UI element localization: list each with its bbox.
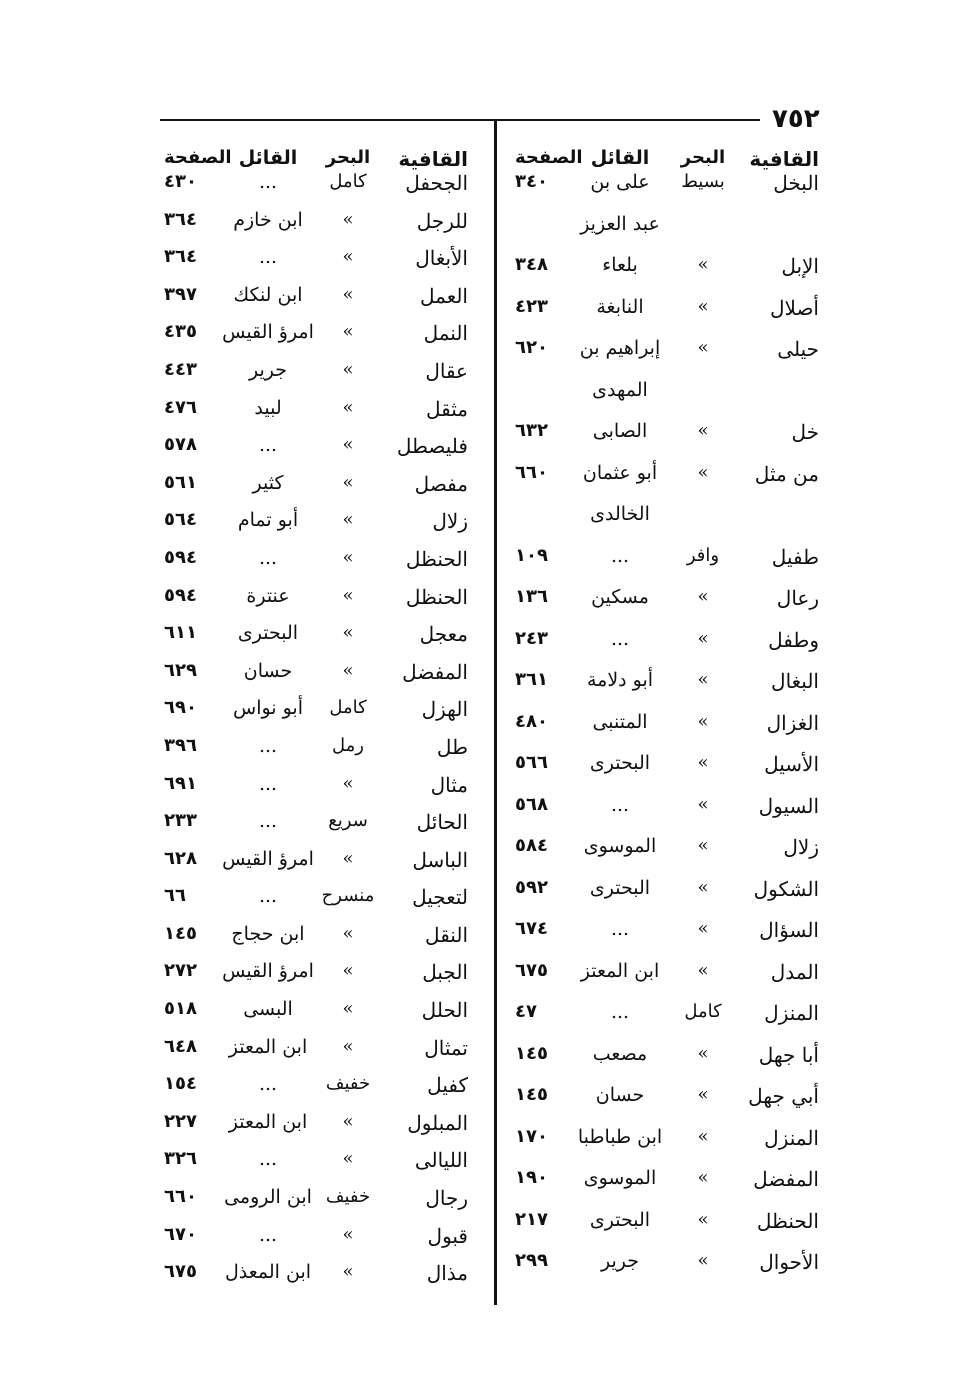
bahr-cell: » xyxy=(342,246,354,268)
qafiya-cell: الأحوال xyxy=(759,1250,819,1274)
table-row xyxy=(160,1261,478,1299)
qafiya-cell: زلال xyxy=(783,835,819,859)
page-cell: ١٣٦ xyxy=(515,586,548,607)
qafiya-cell: الحلل xyxy=(421,998,468,1023)
qafiya-cell: الحنظل xyxy=(405,584,468,609)
qafiya-cell: أصلال xyxy=(769,295,819,320)
page-cell: ٥٦٨ xyxy=(515,793,548,815)
table-row xyxy=(505,669,825,711)
table-row xyxy=(505,1250,825,1292)
table-row xyxy=(160,1073,478,1111)
qail-cell: حسان xyxy=(595,1084,645,1106)
bahr-cell: خفيف xyxy=(325,1186,371,1208)
page-cell: ٢١٧ xyxy=(515,1208,548,1230)
header-bahr: البحر xyxy=(325,147,371,168)
qafiya-cell: وطفل xyxy=(768,627,819,652)
qail-cell: ... xyxy=(258,1148,278,1171)
header-safha: الصفحة xyxy=(164,147,232,168)
page-cell: ٥٦٤ xyxy=(164,509,197,531)
table-row xyxy=(160,171,478,209)
bahr-cell: » xyxy=(342,1223,354,1245)
header-qail: القائل xyxy=(238,147,298,169)
page-cell: ١٤٥ xyxy=(515,1042,548,1064)
qail-cell: ... xyxy=(258,171,278,193)
table-row xyxy=(505,628,825,670)
table-row xyxy=(505,1043,825,1085)
qafiya-cell: البغال xyxy=(771,669,819,693)
bahr-cell: منسرح xyxy=(321,885,375,907)
left-column xyxy=(160,145,478,1305)
table-row xyxy=(160,547,478,585)
table-row xyxy=(160,1111,478,1149)
qail-cell: الموسوى xyxy=(583,835,657,857)
table-row xyxy=(160,885,478,923)
qafiya-cell: كفيل xyxy=(427,1073,468,1098)
page-number: ٧٥٢ xyxy=(772,104,820,134)
table-row xyxy=(505,835,825,877)
qail-cell: ابن طباطبا xyxy=(577,1125,663,1148)
bahr-cell: » xyxy=(342,471,354,493)
table-row xyxy=(160,397,478,435)
qafiya-cell: المنزل xyxy=(764,1001,819,1025)
bahr-cell: » xyxy=(697,835,709,856)
qail-cell: امرؤ القيس xyxy=(222,847,314,870)
page-cell: ٥٩٤ xyxy=(164,546,197,568)
qafiya-cell: المبلول xyxy=(407,1110,468,1135)
table-row xyxy=(160,773,478,811)
bahr-cell: » xyxy=(342,922,354,944)
qail-cell: على بن xyxy=(590,171,650,193)
qail-cell: ... xyxy=(258,885,278,908)
bahr-cell: كامل xyxy=(329,697,367,719)
page-cell: ٣٦٤ xyxy=(164,208,197,230)
bahr-cell: » xyxy=(697,876,709,898)
qail-cell: البحترى xyxy=(589,752,651,774)
page-cell: ٦٣٢ xyxy=(515,420,548,441)
table-row xyxy=(160,735,478,773)
qail-cell: ابن حجاج xyxy=(231,922,305,945)
qafiya-cell: زلال xyxy=(432,509,468,534)
bahr-cell: » xyxy=(697,337,709,358)
qafiya-cell: المدل xyxy=(770,959,819,984)
qail-cell: ابن المعتز xyxy=(228,1110,308,1133)
qail-cell: أبو عثمان xyxy=(582,461,658,484)
bahr-cell: » xyxy=(697,461,709,483)
page-cell: ٢٩٩ xyxy=(515,1250,548,1271)
qafiya-cell: الجبل xyxy=(422,960,468,985)
table-row xyxy=(160,585,478,623)
table-row xyxy=(505,918,825,960)
bahr-cell: » xyxy=(342,546,354,568)
table-row xyxy=(160,1036,478,1074)
page-cell: ٥٦١ xyxy=(164,471,197,493)
page-cell: ٢٧٢ xyxy=(164,960,197,982)
qafiya-cell: الليالى xyxy=(414,1148,468,1173)
page-cell: ٦٦٠ xyxy=(515,461,548,483)
qail-cell: ... xyxy=(610,918,630,940)
qail-cell: ... xyxy=(258,434,278,457)
qafiya-cell: مذال xyxy=(426,1261,468,1286)
page-cell: ٤٣٥ xyxy=(164,321,197,343)
bahr-cell: » xyxy=(697,1167,709,1188)
page-cell: ٣٩٦ xyxy=(164,734,197,756)
bahr-cell: » xyxy=(342,998,354,1020)
qafiya-cell: الباسل xyxy=(412,847,468,872)
page-cell: ٢٣٣ xyxy=(164,810,197,832)
page-cell: ٦٧٥ xyxy=(515,959,548,981)
table-row xyxy=(505,545,825,587)
qafiya-cell: الشكول xyxy=(753,876,819,901)
table-row xyxy=(160,1186,478,1224)
qafiya-cell: الجحفل xyxy=(405,171,468,195)
page-cell: ٤٣٠ xyxy=(164,171,197,192)
qafiya-cell: رجال xyxy=(425,1186,468,1211)
qafiya-cell: الحنظل xyxy=(405,546,468,571)
bahr-cell: كامل xyxy=(684,1001,722,1022)
page-cell: ٤٢٣ xyxy=(515,295,548,317)
page-cell: ١٥٤ xyxy=(164,1073,197,1095)
page-cell: ٣٦١ xyxy=(515,669,548,690)
qafiya-cell: من مثل xyxy=(754,461,819,486)
bahr-cell: » xyxy=(342,960,354,982)
qafiya-cell: الهزل xyxy=(421,697,468,722)
bahr-cell: بسيط xyxy=(681,171,725,192)
column-header xyxy=(160,145,478,171)
qafiya-cell: النقل xyxy=(425,922,468,947)
bahr-cell: » xyxy=(697,918,709,939)
bahr-cell: » xyxy=(697,1125,709,1147)
bahr-cell: » xyxy=(697,1084,709,1105)
qail-cell: ابن المعتز xyxy=(228,1035,308,1058)
qail-cell: ... xyxy=(258,1223,278,1246)
entries-list xyxy=(160,171,478,1299)
qafiya-cell: معجل xyxy=(419,622,468,647)
qafiya-cell: قبول xyxy=(427,1223,468,1248)
qail-cell: ... xyxy=(258,246,278,269)
qafiya-cell: البخل xyxy=(773,171,819,195)
table-row xyxy=(505,960,825,1002)
table-row xyxy=(160,923,478,961)
bahr-cell: » xyxy=(342,772,354,794)
bahr-cell: » xyxy=(342,509,354,531)
qail-cell: البسى xyxy=(243,998,293,1021)
bahr-cell: » xyxy=(342,1035,354,1057)
qafiya-cell: عقال xyxy=(425,358,468,383)
page-cell: ٤٤٣ xyxy=(164,358,197,380)
qail-cell: امرؤ القيس xyxy=(222,960,314,983)
table-row xyxy=(160,697,478,735)
qail-cell: لبيد xyxy=(254,396,282,419)
qafiya-cell: خل xyxy=(791,420,819,444)
qafiya-cell: الأبغال xyxy=(415,246,468,271)
qail-cell: كثير xyxy=(252,471,284,494)
qail-cell: امرؤ القيس xyxy=(222,321,314,344)
qafiya-cell: مثقل xyxy=(425,396,468,421)
qail-cell: ابن خازم xyxy=(233,208,303,231)
header-safha: الصفحة xyxy=(515,147,583,168)
qail-cell: مصعب xyxy=(592,1042,648,1065)
page-cell: ٥٧٨ xyxy=(164,434,197,456)
table-row xyxy=(160,246,478,284)
bahr-cell: » xyxy=(342,1110,354,1132)
page-cell: ١٩٠ xyxy=(515,1167,548,1188)
top-rule xyxy=(160,119,760,121)
table-row xyxy=(160,1224,478,1262)
qail-cell: عبد العزيز xyxy=(580,212,660,235)
page-cell: ٦١١ xyxy=(164,622,197,644)
qail-cell: أبو نواس xyxy=(233,697,303,720)
qafiya-cell: تمثال xyxy=(424,1035,468,1060)
table-row xyxy=(505,1167,825,1209)
qail-cell: ... xyxy=(610,627,630,650)
page-cell: ١٧٠ xyxy=(515,1125,548,1147)
qafiya-cell: الأسيل xyxy=(764,752,819,776)
right-column xyxy=(505,145,825,1305)
page-cell: ٢٢٧ xyxy=(164,1110,197,1132)
qail-cell: ابن لنكك xyxy=(233,283,303,306)
page-cell: ١٤٥ xyxy=(515,1084,548,1105)
table-row xyxy=(160,209,478,247)
qail-cell: البحترى xyxy=(589,1208,651,1231)
page-cell: ٢٤٣ xyxy=(515,627,548,649)
header-qafiya: القافية xyxy=(749,147,819,171)
qafiya-cell: النمل xyxy=(423,321,468,346)
qail-cell: جرير xyxy=(249,358,287,381)
qafiya-cell: رعال xyxy=(776,586,819,610)
table-row xyxy=(160,321,478,359)
qafiya-cell: مثال xyxy=(430,772,468,797)
qafiya-cell: الحنظل xyxy=(756,1208,819,1233)
page-cell: ١٠٩ xyxy=(515,544,548,566)
table-row xyxy=(160,848,478,886)
page-cell: ٦٧٤ xyxy=(515,918,548,939)
bahr-cell: » xyxy=(697,627,709,649)
qail-cell: الصابى xyxy=(592,420,648,442)
qail-cell: جرير xyxy=(601,1250,639,1272)
qafiya-cell: الغزال xyxy=(766,710,819,735)
header-qafiya: القافية xyxy=(398,147,468,171)
page-cell: ٦٢٨ xyxy=(164,847,197,869)
page-cell: ٦٧٥ xyxy=(164,1261,197,1283)
table-row xyxy=(505,752,825,794)
header-qail: القائل xyxy=(590,147,650,169)
bahr-cell: » xyxy=(342,396,354,418)
page-cell: ٥١٨ xyxy=(164,998,197,1020)
bahr-cell: » xyxy=(697,710,709,732)
bahr-cell: » xyxy=(697,1250,709,1271)
bahr-cell: » xyxy=(342,208,354,230)
table-row xyxy=(505,711,825,753)
qail-cell: ابن المعذل xyxy=(224,1261,312,1284)
page-cell: ٦٩١ xyxy=(164,772,197,794)
bahr-cell: » xyxy=(342,321,354,343)
qail-cell: إبراهيم بن xyxy=(579,337,661,359)
bahr-cell: » xyxy=(342,622,354,644)
qail-cell: الموسوى xyxy=(583,1167,657,1189)
qafiya-cell: فليصطل xyxy=(396,434,468,459)
qafiya-cell: المنزل xyxy=(764,1125,819,1150)
table-row xyxy=(160,359,478,397)
bahr-cell: » xyxy=(342,283,354,305)
bahr-cell: » xyxy=(697,669,709,690)
bahr-cell: » xyxy=(697,793,709,815)
qail-cell: المتنبى xyxy=(592,710,648,733)
bahr-cell: » xyxy=(342,358,354,380)
page-cell: ٥٩٢ xyxy=(515,876,548,898)
qail-cell: ابن الرومى xyxy=(224,1186,312,1209)
column-header xyxy=(505,145,825,171)
page-cell: ٣٤٠ xyxy=(515,171,548,192)
bahr-cell: » xyxy=(342,1148,354,1170)
bahr-cell: » xyxy=(697,420,709,441)
table-row xyxy=(160,509,478,547)
qail-cell: بلعاء xyxy=(602,254,638,276)
page-cell: ٦٢٩ xyxy=(164,659,197,681)
table-row xyxy=(505,462,825,504)
qail-cell: ... xyxy=(610,793,630,816)
page-cell: ٦٦ xyxy=(164,885,186,907)
qafiya-cell: لتعجيل xyxy=(412,885,468,910)
bahr-cell: » xyxy=(697,254,709,275)
qail-cell: البحترى xyxy=(589,876,651,899)
table-row xyxy=(505,420,825,462)
table-row xyxy=(505,1001,825,1043)
table-row xyxy=(160,960,478,998)
qafiya-cell: السيول xyxy=(758,793,819,818)
bahr-cell: رمل xyxy=(332,734,364,756)
qafiya-cell: مفصل xyxy=(414,471,468,496)
table-row xyxy=(505,1084,825,1126)
qafiya-cell: طل xyxy=(436,734,468,759)
qail-cell: الخالدى xyxy=(590,503,650,525)
qail-cell: عنترة xyxy=(246,584,290,607)
bahr-cell: » xyxy=(697,752,709,773)
qail-cell: ... xyxy=(258,1073,278,1096)
column-divider xyxy=(494,119,497,1305)
bahr-cell: » xyxy=(697,959,709,981)
bahr-cell: » xyxy=(342,434,354,456)
page-cell: ٦٤٨ xyxy=(164,1035,197,1057)
bahr-cell: » xyxy=(342,659,354,681)
qafiya-cell: للرجل xyxy=(416,208,468,233)
table-row xyxy=(505,379,825,421)
qail-cell: المهدى xyxy=(592,378,648,401)
page-cell: ٥٩٤ xyxy=(164,584,197,606)
table-row xyxy=(505,1126,825,1168)
qafiya-cell: السؤال xyxy=(759,918,819,942)
qail-cell: أبو تمام xyxy=(237,509,299,532)
table-row xyxy=(160,810,478,848)
table-row xyxy=(160,1148,478,1186)
bahr-cell: خفيف xyxy=(325,1073,371,1095)
qail-cell: حسان xyxy=(243,659,293,682)
qafiya-cell: أبي جهل xyxy=(748,1084,819,1108)
qafiya-cell: المفضل xyxy=(753,1167,819,1191)
table-row xyxy=(505,794,825,836)
table-row xyxy=(505,337,825,379)
bahr-cell: كامل xyxy=(329,171,367,192)
header-bahr: البحر xyxy=(680,147,726,168)
qafiya-cell: حيلى xyxy=(777,337,819,361)
page-cell: ٦٩٠ xyxy=(164,697,197,719)
page-cell: ٤٧٦ xyxy=(164,396,197,418)
qail-cell: ... xyxy=(258,810,278,833)
page-cell: ٣٤٨ xyxy=(515,254,548,275)
page-cell: ٤٨٠ xyxy=(515,710,548,732)
qafiya-cell: طفيل xyxy=(771,544,819,569)
bahr-cell: » xyxy=(342,584,354,606)
qail-cell: ... xyxy=(258,772,278,795)
qail-cell: ابن المعتز xyxy=(580,959,660,982)
bahr-cell: وافر xyxy=(686,544,720,566)
table-row xyxy=(505,1209,825,1251)
page-cell: ٥٦٦ xyxy=(515,752,548,773)
page-cell: ٦٢٠ xyxy=(515,337,548,358)
bahr-cell: » xyxy=(342,847,354,869)
table-row xyxy=(505,171,825,213)
page-cell: ٣٩٧ xyxy=(164,283,197,305)
qail-cell: أبو دلامة xyxy=(586,669,654,691)
page-cell: ٣٦٤ xyxy=(164,246,197,268)
qail-cell: ... xyxy=(610,1001,630,1023)
page-cell: ١٤٥ xyxy=(164,922,197,944)
bahr-cell: » xyxy=(342,1261,354,1283)
qail-cell: ... xyxy=(610,544,630,567)
entries-list xyxy=(505,171,825,1292)
table-row xyxy=(160,472,478,510)
qail-cell: البحترى xyxy=(237,622,299,645)
qafiya-cell: الحائل xyxy=(416,810,468,835)
page-cell: ٣٢٦ xyxy=(164,1148,197,1170)
table-row xyxy=(160,998,478,1036)
table-row xyxy=(505,503,825,545)
qafiya-cell: المفضل xyxy=(402,659,468,684)
qafiya-cell: أبا جهل xyxy=(758,1042,819,1067)
qail-cell: مسكين xyxy=(591,586,649,608)
page-cell: ٥٨٤ xyxy=(515,835,548,856)
qail-cell: ... xyxy=(258,546,278,569)
bahr-cell: » xyxy=(697,1042,709,1064)
qail-cell: النابغة xyxy=(596,295,644,318)
bahr-cell: سريع xyxy=(328,810,368,832)
table-row xyxy=(505,213,825,255)
bahr-cell: » xyxy=(697,586,709,607)
table-row xyxy=(505,877,825,919)
table-row xyxy=(160,660,478,698)
qafiya-cell: الإبل xyxy=(781,254,819,278)
table-row xyxy=(160,622,478,660)
bahr-cell: » xyxy=(697,295,709,317)
table-row xyxy=(505,586,825,628)
table-row xyxy=(505,254,825,296)
page-cell: ٦٧٠ xyxy=(164,1223,197,1245)
table-row xyxy=(160,284,478,322)
qail-cell: ... xyxy=(258,734,278,757)
table-row xyxy=(505,296,825,338)
table-row xyxy=(160,434,478,472)
page-cell: ٤٧ xyxy=(515,1001,537,1022)
qafiya-cell: العمل xyxy=(419,283,468,308)
bahr-cell: » xyxy=(697,1208,709,1230)
page-cell: ٦٦٠ xyxy=(164,1186,197,1208)
